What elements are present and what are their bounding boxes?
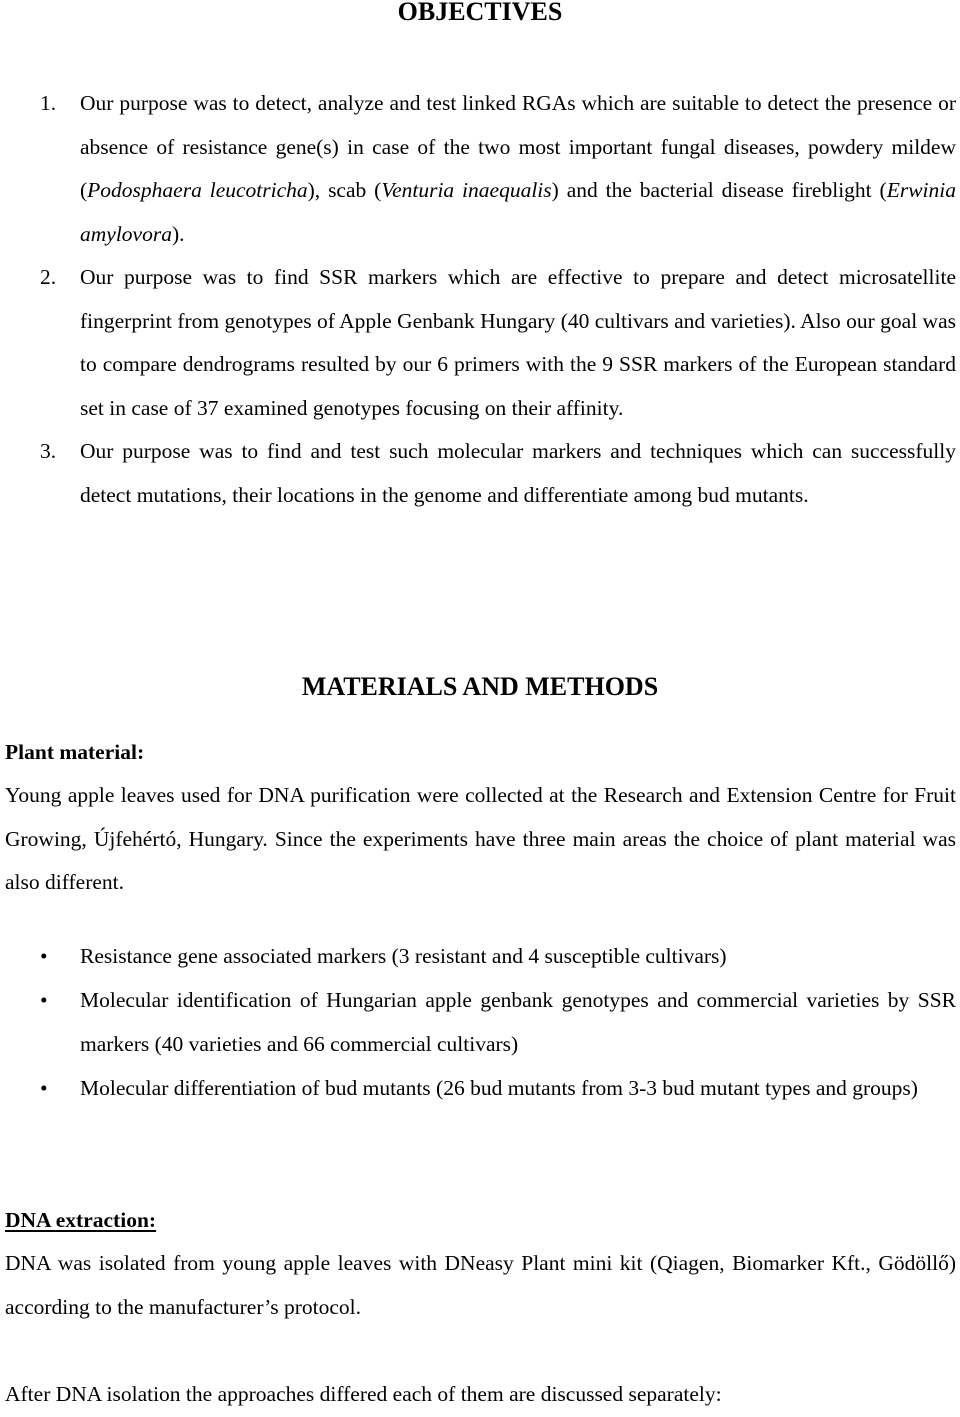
objective-number: 1. <box>40 91 57 115</box>
plant-material-list <box>0 935 956 1111</box>
dna-extraction-heading: DNA extraction: <box>5 1208 157 1232</box>
list-item <box>0 935 956 979</box>
objective-item <box>0 82 956 256</box>
list-item <box>0 979 956 1066</box>
bullet-icon: • <box>40 944 48 968</box>
plant-material-heading: Plant material: <box>5 740 145 764</box>
plant-material-paragraph: Young apple leaves used for DNA purification were collected at the Research and Extension Centre for Fruit Growing, Újfehértó, Hungary. Since the experiments have three main areas the choice of plant material was also different. <box>5 783 956 894</box>
objectives-list <box>0 82 956 517</box>
bullet-icon: • <box>40 1075 48 1100</box>
list-item-text: Resistance gene associated markers (3 resistant and 4 susceptible cultivars) <box>80 944 727 968</box>
objective-number: 3. <box>40 439 57 463</box>
dna-extraction-paragraph: DNA was isolated from young apple leaves with DNeasy Plant mini kit (Qiagen, Biomarker Kft., Gödöllő) according to the manufacturer’s protocol. <box>5 1251 956 1319</box>
objective-text: Our purpose was to find and test such molecular markers and techniques which can successfully detect mutations, their locations in the genome and differentiate among bud mutants. <box>80 439 956 507</box>
after-isolation-paragraph: After DNA isolation the approaches differed each of them are discussed separately: <box>5 1382 722 1406</box>
materials-methods-title: MATERIALS AND METHODS <box>301 672 659 701</box>
objective-item <box>0 430 956 517</box>
list-item-text: Molecular differentiation of bud mutants (26 bud mutants from 3-3 bud mutant types and groups) <box>80 1075 918 1100</box>
objective-number: 2. <box>40 265 57 289</box>
bullet-icon: • <box>40 988 48 1012</box>
objective-item <box>0 256 956 430</box>
objectives-title: OBJECTIVES <box>397 0 563 26</box>
objective-text: Our purpose was to detect, analyze and test linked RGAs which are suitable to detect the presence or absence of resistance gene(s) in case of the two most important fungal diseases, powdery mildew (Podosphaera leucotricha), scab (Venturia inaequalis) and the bacterial disease fireblight (Erwinia amylovora). <box>80 91 956 246</box>
list-item <box>0 1067 956 1111</box>
objective-text: Our purpose was to find SSR markers which are effective to prepare and detect microsatellite fingerprint from genotypes of Apple Genbank Hungary (40 cultivars and varieties). Also our goal was to compare dendrograms resulted by our 6 primers with the 9 SSR markers of the European standard set in case of 37 examined genotypes focusing on their affinity. <box>80 265 956 420</box>
list-item-text: Molecular identification of Hungarian apple genbank genotypes and commercial varieties by SSR markers (40 varieties and 66 commercial cultivars) <box>80 988 956 1056</box>
